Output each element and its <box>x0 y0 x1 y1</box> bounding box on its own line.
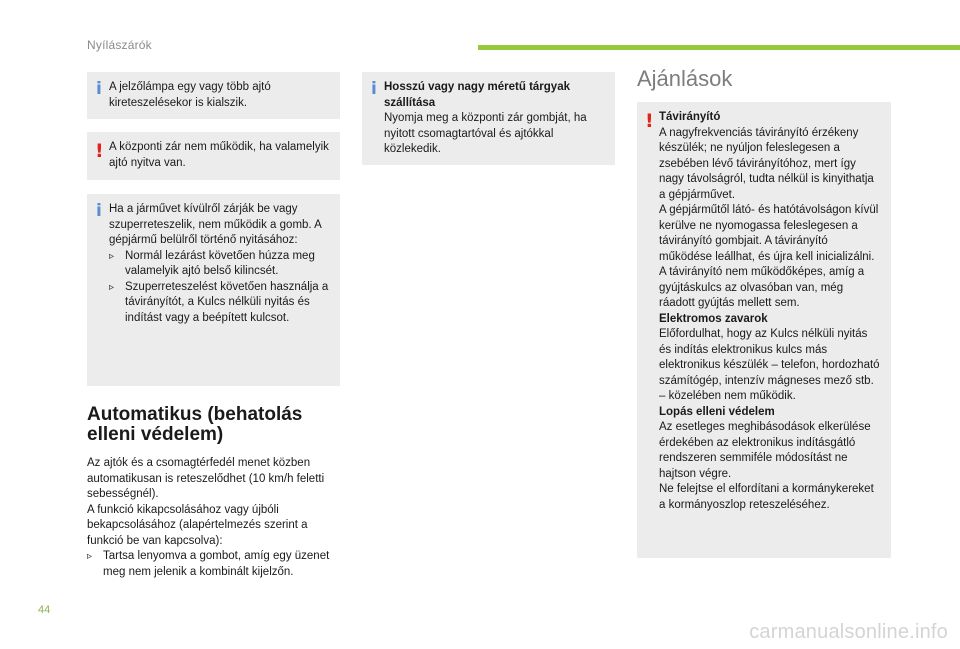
warning-box-central-lock <box>87 132 340 180</box>
section-paragraph: Az ajtók és a csomagtérfedél menet közben automatikusan is reteszelődhet (10 km/h feletti sebességnél). <box>87 457 325 500</box>
info-box-title: Hosszú vagy nagy méretű tárgyak szállítása <box>384 81 570 109</box>
warning-box-recommendations <box>637 102 891 558</box>
warning-icon: ! <box>95 140 104 162</box>
section-paragraph: A funkció kikapcsolásához vagy újbóli bekapcsolásához (alapértelmezés szerint a funkció be van kapcsolva): <box>87 503 308 547</box>
paragraph: Ne felejtse el elfordítani a kormánykereket a kormányoszlop reteszeléséhez. <box>659 483 874 511</box>
bullet-arrow-icon: ▹ <box>109 281 115 293</box>
paragraph: Előfordulhat, hogy az Kulcs nélküli nyitás és indítás elektronikus kulcs más elektronikus készülék – telefon, hordozható számítógép, intenzív mágneses mező stb. – közelében nem működik. <box>659 328 880 402</box>
warning-icon: ! <box>645 110 654 132</box>
page-number: 44 <box>38 604 51 616</box>
info-box-text: A jelzőlámpa egy vagy több ajtó kireteszelésekor is kialszik. <box>109 81 271 109</box>
subsection-title: Lopás elleni védelem <box>659 405 775 418</box>
info-icon: i <box>371 79 377 99</box>
paragraph: A távirányító nem működőképes, amíg a gyújtáskulcs az olvasóban van, még ráadott gyújtás mellett sem. <box>659 266 865 309</box>
bullet-arrow-icon: ▹ <box>87 551 93 562</box>
paragraph: Az esetleges meghibásodások elkerülése érdekében az elektronikus indításgátló rendszeren semmiféle módosítást ne hajtson végre. <box>659 421 871 480</box>
section-bullets <box>87 549 345 580</box>
list-item: ▹ Szuperreteszelést követően használja a távirányítót, a Kulcs nélküli nyitás és indítást vagy a beépített kulcsot. <box>109 280 329 324</box>
list-item: ▹ Normál lezárást követően húzza meg valamelyik ajtó belső kilincsét. <box>109 249 315 277</box>
subsection-title: Távirányító <box>659 111 721 123</box>
bullet-arrow-icon: ▹ <box>109 250 115 262</box>
header-accent-bar <box>478 45 960 50</box>
recommendations-heading: Ajánlások <box>637 66 733 91</box>
info-box-intro: Ha a járművet kívülről zárják be vagy szuperreteszelik, nem működik a gomb. A gépjármű belülről történő nyitásához: <box>109 203 322 246</box>
info-box-long-items <box>362 72 615 165</box>
info-box-superlock <box>87 194 340 386</box>
info-box-text: Nyomja meg a központi zár gombját, ha nyitott csomagtartóval és ajtókkal közlekedik. <box>384 112 587 155</box>
info-box-indicator <box>87 72 340 119</box>
section-body <box>87 456 345 580</box>
info-box-bullets <box>109 249 330 327</box>
info-icon: i <box>96 79 102 99</box>
section-title: Automatikus (behatolás elleni védelem) <box>87 404 303 445</box>
paragraph: A nagyfrekvenciás távirányító érzékeny készülék; ne nyúljon feleslegesen a zsebében lévő távirányítóhoz, mert így nagy távolságról, tudta nélkül is kinyithatja a gépjárművet. <box>659 126 874 201</box>
list-item: ▹ Tartsa lenyomva a gombot, amíg egy üzenet meg nem jelenik a kombinált kijelzőn. <box>87 550 330 578</box>
paragraph: A gépjárműtől látó- és hatótávolságon kívül kerülve ne nyomogassa feleslegesen a távirányító gombjait. A távirányító működése leállhat, és újra kell inicializálni. <box>659 204 879 263</box>
watermark: carmanualsonline.info <box>749 621 948 643</box>
page-header-title: Nyílászárók <box>87 38 152 52</box>
warning-box-text: A központi zár nem működik, ha valamelyik ajtó nyitva van. <box>109 141 329 169</box>
info-icon: i <box>96 201 102 221</box>
subsection-title: Elektromos zavarok <box>659 312 768 325</box>
